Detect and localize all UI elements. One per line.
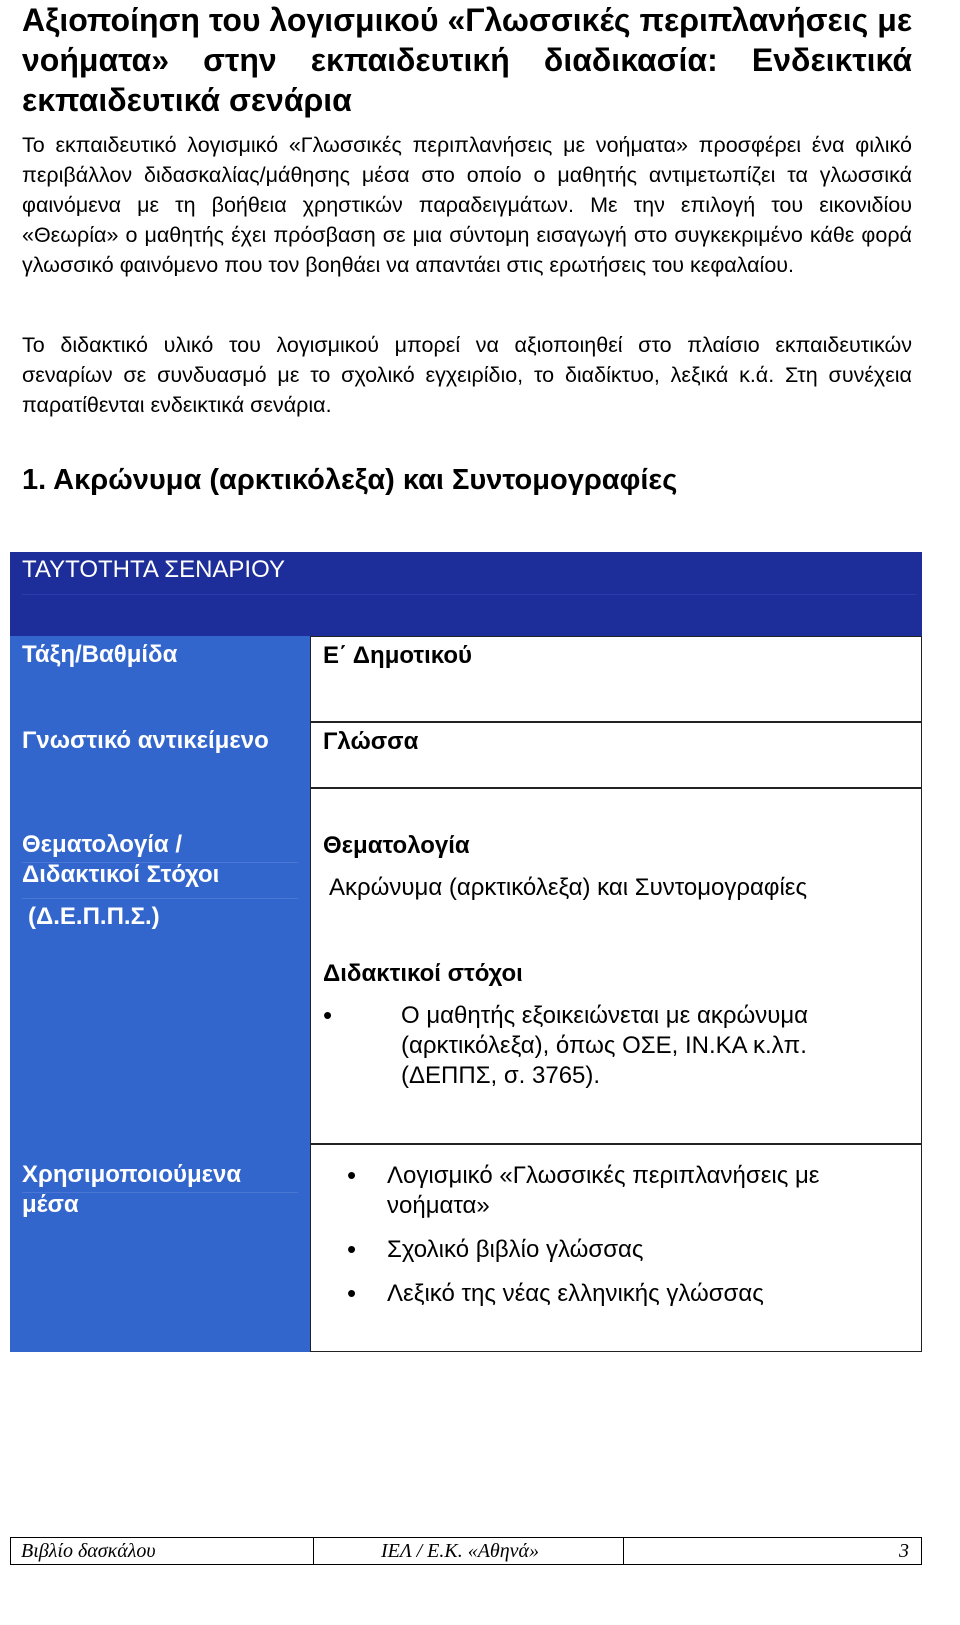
- subject-value-cell: [310, 722, 922, 788]
- section-heading: 1. Ακρώνυμα (αρκτικόλεξα) και Συντομογραφίες: [22, 464, 678, 496]
- page-footer: [10, 1537, 922, 1565]
- page-title: Αξιοποίηση του λογισμικού «Γλωσσικές περιπλανήσεις με νοήματα» στην εκπαιδευτική διαδικασία: Ενδεικτικά εκπαιδευτικά σενάρια: [22, 2, 912, 118]
- footer-divider-2: [623, 1538, 624, 1564]
- class-label: Τάξη/Βαθμίδα: [22, 641, 178, 668]
- goals-heading: Διδακτικοί στόχοι: [323, 960, 523, 987]
- topic-heading: Θεματολογία: [323, 832, 470, 859]
- media-list: [347, 1161, 847, 1323]
- media-label-line1: Χρησιμοποιούμενα: [22, 1161, 242, 1188]
- list-item-text: Λογισμικό «Γλωσσικές περιπλανήσεις με νοήματα»: [387, 1162, 820, 1219]
- class-value: Ε΄ Δημοτικού: [323, 642, 472, 669]
- topic-value-cell: [310, 788, 922, 1144]
- list-item-text: Ο μαθητής εξοικειώνεται με ακρώνυμα (αρκτικόλεξα), όπως ΟΣΕ, ΙΝ.ΚΑ κ.λπ. (ΔΕΠΠΣ, σ. 3765).: [401, 1002, 809, 1089]
- list-item: [323, 1001, 843, 1091]
- footer-page-number: 3: [899, 1540, 909, 1562]
- footer-publisher: ΙΕΛ / Ε.Κ. «Αθηνά»: [381, 1540, 540, 1562]
- class-label-cell: [10, 636, 310, 722]
- topic-label-cell: [10, 788, 310, 1144]
- subject-label-cell: [10, 722, 310, 788]
- media-label-line2: μέσα: [22, 1191, 79, 1218]
- topic-label-divider-2: [22, 898, 298, 899]
- list-item: [347, 1279, 847, 1309]
- goals-list: [323, 1001, 843, 1091]
- topic-value: Ακρώνυμα (αρκτικόλεξα) και Συντομογραφίες: [329, 874, 808, 901]
- scenario-table: [10, 552, 922, 1352]
- header-divider: [22, 594, 916, 595]
- list-item: [347, 1161, 847, 1221]
- list-item-text: Λεξικό της νέας ελληνικής γλώσσας: [387, 1280, 764, 1307]
- class-value-cell: [310, 636, 922, 722]
- list-item: [347, 1235, 847, 1265]
- topic-label-line3: (Δ.Ε.Π.Π.Σ.): [28, 903, 160, 930]
- topic-label-line2: Διδακτικοί Στόχοι: [22, 861, 220, 888]
- media-value-cell: [310, 1144, 922, 1352]
- scenario-header: [10, 552, 922, 636]
- subject-value: Γλώσσα: [323, 728, 419, 755]
- scenario-header-label: ΤΑΥΤΟΤΗΤΑ ΣΕΝΑΡΙΟΥ: [22, 556, 285, 583]
- list-item-text: Σχολικό βιβλίο γλώσσας: [387, 1236, 644, 1263]
- footer-divider-1: [313, 1538, 314, 1564]
- topic-label-line1: Θεματολογία /: [22, 831, 183, 858]
- intro-paragraph: Το εκπαιδευτικό λογισμικό «Γλωσσικές περιπλανήσεις με νοήματα» προσφέρει ένα φιλικό περιβάλλον διδασκαλίας/μάθησης μέσα στο οποίο ο μαθητής αντιμετωπίζει τα γλωσσικά φαινόμενα με τη βοήθεια χρηστικών παραδειγμάτων. Με την επιλογή του εικονιδίου «Θεωρία» ο μαθητής έχει πρόσβαση σε μια σύντομη εισαγωγή στο συγκεκριμένο κάθε φορά γλωσσικό φαινόμενο που τον βοηθάει να απαντάει στις ερωτήσεις του κεφαλαίου.: [22, 133, 912, 277]
- footer-book-title: Βιβλίο δασκάλου: [21, 1540, 156, 1562]
- second-paragraph: Το διδακτικό υλικό του λογισμικού μπορεί να αξιοποιηθεί στο πλαίσιο εκπαιδευτικών σεναρίων σε συνδυασμό με το σχολικό εγχειρίδιο, το διαδίκτυο, λεξικά κ.ά. Στη συνέχεια παρατίθενται ενδεικτικά σενάρια.: [22, 333, 912, 417]
- media-label-cell: [10, 1144, 310, 1352]
- subject-label: Γνωστικό αντικείμενο: [22, 727, 269, 754]
